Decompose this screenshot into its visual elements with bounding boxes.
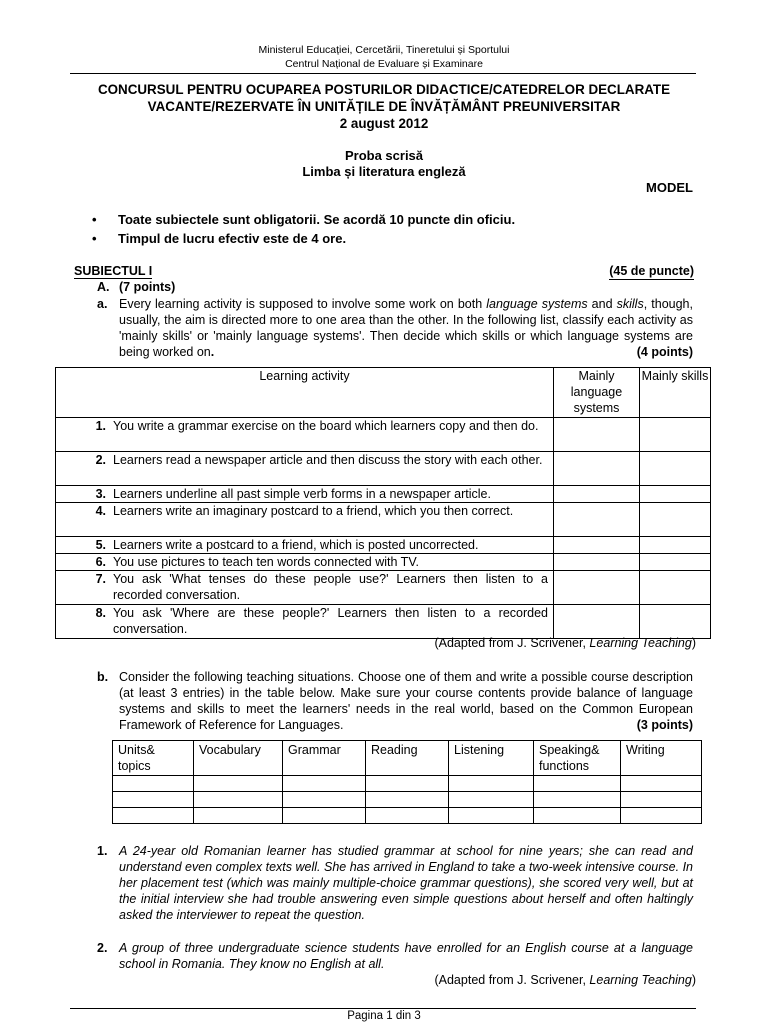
- table2-cell[interactable]: [534, 792, 621, 808]
- header-mainly-language-systems: Mainly language systems: [554, 368, 640, 418]
- header-learning-activity: Learning activity: [56, 368, 554, 418]
- skills-cell[interactable]: [640, 418, 711, 452]
- part-a-label: A.: [97, 280, 110, 294]
- table2-cell[interactable]: [621, 776, 702, 792]
- proba-label: Proba scrisă: [344, 148, 424, 163]
- table2-header-row: [113, 741, 702, 776]
- header-listening: Listening: [449, 741, 534, 776]
- header-rule: [70, 73, 696, 74]
- header-reading: Reading: [366, 741, 449, 776]
- course-description-table: [112, 740, 702, 824]
- instruction-1: • Toate subiectele sunt obligatorii. Se acordă 10 puncte din oficiu.: [92, 212, 516, 227]
- table2-cell[interactable]: [621, 792, 702, 808]
- skills-cell[interactable]: [640, 503, 711, 537]
- table2-row: [113, 792, 702, 808]
- table-header-row: [56, 368, 711, 418]
- header-writing: Writing: [621, 741, 702, 776]
- table2-cell[interactable]: [113, 792, 194, 808]
- header-speaking-functions: Speaking& functions: [534, 741, 621, 776]
- section-heading: [74, 263, 694, 279]
- language-systems-cell[interactable]: [554, 571, 640, 605]
- skills-cell[interactable]: [640, 571, 711, 605]
- header-vocabulary: Vocabulary: [194, 741, 283, 776]
- question-a-label: a.: [97, 297, 108, 311]
- table2-cell[interactable]: [366, 792, 449, 808]
- skills-cell[interactable]: [640, 554, 711, 571]
- footer-rule: [70, 1008, 696, 1009]
- table2-cell[interactable]: [283, 776, 366, 792]
- section-points: (45 de puncte): [609, 264, 694, 278]
- table2-cell[interactable]: [113, 808, 194, 824]
- table2-cell[interactable]: [113, 776, 194, 792]
- page-number: Pagina 1 din 3: [347, 1010, 421, 1022]
- section-name: SUBIECTUL I: [74, 264, 153, 278]
- situation-2-text: A group of three undergraduate science students have enrolled for an English course at a language school in Romania. They know no English at all.: [119, 941, 693, 971]
- header-mainly-skills: Mainly skills: [640, 368, 711, 418]
- table2-cell[interactable]: [621, 808, 702, 824]
- situation-1-number: 1.: [97, 844, 108, 858]
- header-units-topics: Units& topics: [113, 741, 194, 776]
- question-b-points: (3 points): [636, 718, 693, 732]
- question-a-text: Every learning activity is supposed to involve some work on both language systems and skills, though, usually, the aim is directed more to one area than the other. In the following list, classify each activity as 'mainly skills' or 'mainly language systems'. Then decide which skills or which language systems are being worked on. (4 points): [119, 297, 693, 359]
- table-row: 7. You ask 'What tenses do these people use?' Learners then listen to a recorded conversation.: [56, 571, 711, 605]
- table2-cell[interactable]: [534, 808, 621, 824]
- language-systems-cell[interactable]: [554, 503, 640, 537]
- table2-cell[interactable]: [449, 776, 534, 792]
- center-name: Centrul Național de Evaluare și Examinare: [285, 58, 483, 70]
- table2-row: [113, 808, 702, 824]
- skills-cell[interactable]: [640, 486, 711, 503]
- table2-cell[interactable]: [283, 808, 366, 824]
- skills-cell[interactable]: [640, 537, 711, 554]
- language-systems-cell[interactable]: [554, 605, 640, 639]
- question-b-text: Consider the following teaching situations. Choose one of them and write a possible course description (at least 3 entries) in the table below. Make sure your course contents provide balance of language systems and skills to meet the learners' needs in the real world, based on the Common European Framework of Reference for Languages. (3 points): [119, 670, 693, 732]
- learning-activity-table: [55, 367, 711, 639]
- table-row: 6. You use pictures to teach ten words connected with TV.: [56, 554, 711, 571]
- situation-1-text: A 24-year old Romanian learner has studied grammar at school for nine years; she can read and understand even complex texts well. She has arrived in England to take a two-week intensive course. In her placement test (which was mainly multiple-choice grammar questions), she scored very well, but at the initial interview she had trouble answering even simple questions about herself and often haltingly asked the interviewer to repeat the question.: [119, 844, 693, 922]
- exam-date: 2 august 2012: [339, 116, 429, 131]
- question-a-points: (4 points): [636, 345, 693, 359]
- table2-cell[interactable]: [449, 792, 534, 808]
- source-citation-1: (Adapted from J. Scrivener, Learning Teaching): [434, 636, 696, 650]
- table2-cell[interactable]: [366, 808, 449, 824]
- language-systems-cell[interactable]: [554, 452, 640, 486]
- table2-cell[interactable]: [283, 792, 366, 808]
- model-label: MODEL: [646, 180, 693, 195]
- table-row: 8. You ask 'Where are these people?' Learners then listen to a recorded conversation.: [56, 605, 711, 639]
- table2-cell[interactable]: [366, 776, 449, 792]
- source-citation-2: (Adapted from J. Scrivener, Learning Teaching): [434, 973, 696, 987]
- exam-title-line1: CONCURSUL PENTRU OCUPAREA POSTURILOR DIDACTICE/CATEDRELOR DECLARATE: [97, 82, 671, 97]
- header-grammar: Grammar: [283, 741, 366, 776]
- exam-title-line2: VACANTE/REZERVATE ÎN UNITĂȚILE DE ÎNVĂȚĂMÂNT PREUNIVERSITAR: [147, 99, 621, 114]
- ministry-name: Ministerul Educației, Cercetării, Tineretului și Sportului: [258, 44, 510, 56]
- language-systems-cell[interactable]: [554, 554, 640, 571]
- skills-cell[interactable]: [640, 452, 711, 486]
- instruction-2: • Timpul de lucru efectiv este de 4 ore.: [92, 231, 347, 246]
- table-row: 3. Learners underline all past simple verb forms in a newspaper article.: [56, 486, 711, 503]
- table2-cell[interactable]: [194, 792, 283, 808]
- language-systems-cell[interactable]: [554, 418, 640, 452]
- skills-cell[interactable]: [640, 605, 711, 639]
- question-b-label: b.: [97, 670, 109, 684]
- table-row: 1. You write a grammar exercise on the board which learners copy and then do.: [56, 418, 711, 452]
- table-row: 5. Learners write a postcard to a friend, which is posted uncorrected.: [56, 537, 711, 554]
- situation-2-number: 2.: [97, 941, 108, 955]
- table2-cell[interactable]: [194, 776, 283, 792]
- language-systems-cell[interactable]: [554, 486, 640, 503]
- subject-title: Limba și literatura engleză: [302, 164, 466, 179]
- language-systems-cell[interactable]: [554, 537, 640, 554]
- table-row: 2. Learners read a newspaper article and then discuss the story with each other.: [56, 452, 711, 486]
- table2-cell[interactable]: [449, 808, 534, 824]
- table2-cell[interactable]: [534, 776, 621, 792]
- table-row: 4. Learners write an imaginary postcard to a friend, which you then correct.: [56, 503, 711, 537]
- table2-row: [113, 776, 702, 792]
- part-a-points: (7 points): [119, 280, 176, 294]
- table2-cell[interactable]: [194, 808, 283, 824]
